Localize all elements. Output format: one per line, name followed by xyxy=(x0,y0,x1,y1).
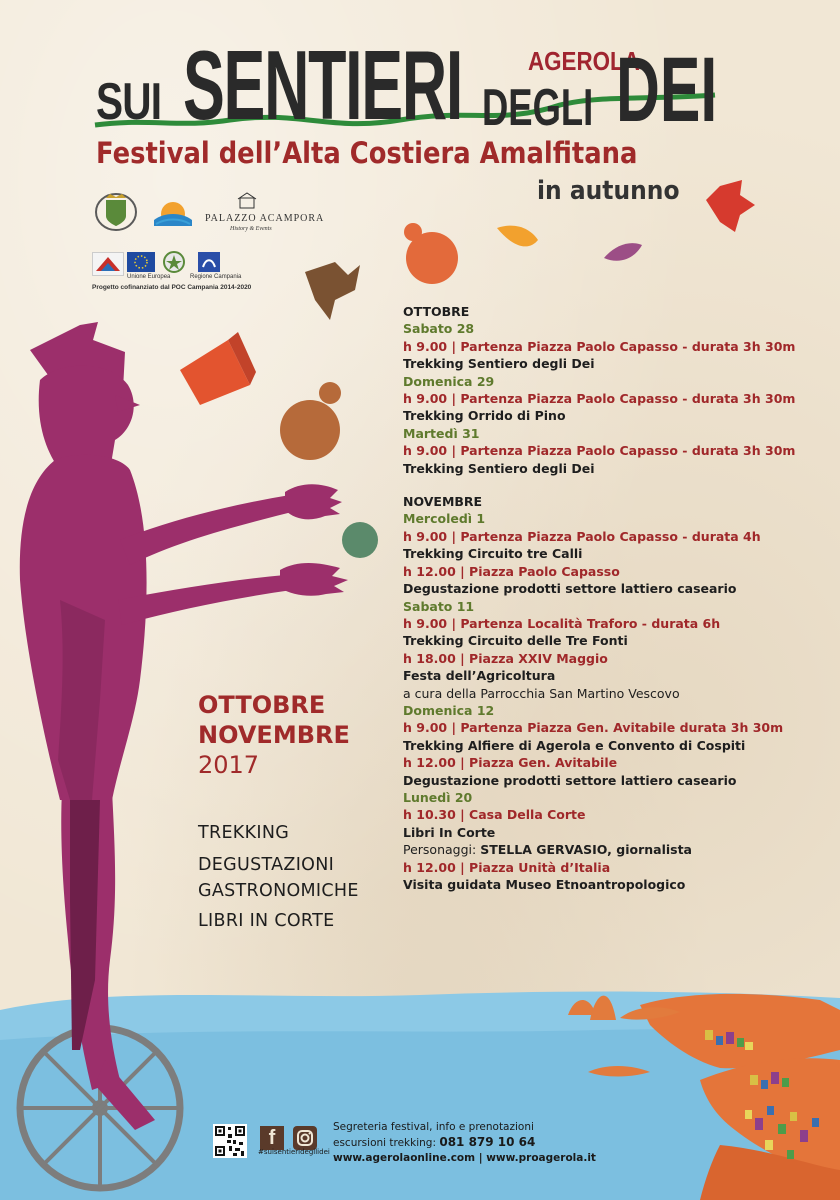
eu-flag-icon xyxy=(127,252,155,272)
facebook-icon[interactable]: f xyxy=(260,1126,284,1150)
schedule-day: Mercoledì 1 xyxy=(403,511,486,527)
footer-contacts xyxy=(333,1120,596,1166)
schedule-day: Sabato 28 xyxy=(403,321,475,337)
category-trekking: TREKKING xyxy=(198,823,290,843)
schedule-event: Degustazione prodotti settore lattiero caseario xyxy=(403,772,737,788)
guest-name: STELLA GERVASIO, giornalista xyxy=(480,842,692,858)
schedule-note xyxy=(403,841,828,858)
season-label: in autunno xyxy=(537,176,680,206)
dates-year: 2017 xyxy=(198,751,260,779)
category-gastronomiche: GASTRONOMICHE xyxy=(198,881,359,901)
schedule-note: a cura della Parrocchia San Martino Vescovo xyxy=(403,685,680,701)
schedule-event: Trekking Circuito delle Tre Fonti xyxy=(403,633,628,649)
schedule-event: Trekking Sentiero degli Dei xyxy=(403,460,595,476)
schedule-time: h 12.00 | Piazza Unità d’Italia xyxy=(403,859,611,875)
schedule-day: Domenica 29 xyxy=(403,373,495,389)
municipality-crest-icon xyxy=(92,190,140,232)
month-heading-november: NOVEMBRE xyxy=(403,494,483,510)
schedule-time: h 9.00 | Partenza Piazza Paolo Capasso - durata 3h 30m xyxy=(403,443,796,459)
hashtag-label: #suisentieridegllidei xyxy=(258,1148,330,1156)
schedule-time: h 12.00 | Piazza Paolo Capasso xyxy=(403,563,620,579)
schedule-time: h 9.00 | Partenza Piazza Paolo Capasso - durata 3h 30m xyxy=(403,338,796,354)
schedule-time: h 9.00 | Partenza Piazza Paolo Capasso - durata 3h 30m xyxy=(403,391,796,407)
footer-info: Segreteria festival, info e prenotazioni xyxy=(333,1121,534,1133)
schedule-time: h 9.00 | Partenza Piazza Paolo Capasso - durata 4h xyxy=(403,528,761,544)
qr-code-icon[interactable] xyxy=(213,1124,247,1158)
schedule-time: h 9.00 | Partenza Piazza Gen. Avitabile durata 3h 30m xyxy=(403,720,784,736)
schedule-event: Festa dell’Agricoltura xyxy=(403,668,556,684)
schedule-event: Visita guidata Museo Etnoantropologico xyxy=(403,877,686,892)
footer-web[interactable]: www.agerolaonline.com | www.proagerola.it xyxy=(333,1152,596,1164)
guest-prefix: Personaggi: xyxy=(403,842,481,858)
poc-logo-icon xyxy=(92,252,124,276)
footer-phone-line xyxy=(333,1135,596,1151)
schedule-time: h 10.30 | Casa Della Corte xyxy=(403,807,586,823)
schedule-time: h 9.00 | Partenza Località Traforo - durata 6h xyxy=(403,615,721,631)
title-agerola: AGEROLA xyxy=(528,46,640,76)
palazzo-acampora-emblem-icon xyxy=(236,192,258,210)
instagram-icon[interactable] xyxy=(293,1126,317,1150)
eu-caption: Unione Europea xyxy=(127,274,171,280)
italian-republic-emblem-icon xyxy=(162,250,186,274)
title-sui: SUI xyxy=(96,73,162,131)
festival-dates-block xyxy=(198,690,359,934)
month-heading-october: OTTOBRE xyxy=(403,304,470,319)
schedule-day: Martedì 31 xyxy=(403,425,480,441)
regione-campania-logo-icon xyxy=(198,252,220,272)
schedule-time: h 18.00 | Piazza XXIV Maggio xyxy=(403,650,608,666)
title-sentieri: SENTIERI xyxy=(183,30,463,140)
footer-phone: 081 879 10 64 xyxy=(439,1135,536,1149)
agerola-sun-logo-icon xyxy=(150,192,196,232)
schedule-day: Domenica 12 xyxy=(403,702,495,718)
dates-month-2: NOVEMBRE xyxy=(198,721,350,749)
schedule-event: Trekking Orrido di Pino xyxy=(403,408,566,424)
schedule-day: Lunedì 20 xyxy=(403,789,473,805)
regione-caption: Regione Campania xyxy=(190,274,242,280)
schedule-event: Libri In Corte xyxy=(403,824,496,840)
title-degli: DEGLI xyxy=(482,79,594,137)
category-degustazioni: DEGUSTAZIONI xyxy=(198,855,335,875)
event-schedule xyxy=(403,303,828,893)
title-dei: DEI xyxy=(616,39,718,141)
category-libri: LIBRI IN CORTE xyxy=(198,911,335,931)
cofinanced-note: Progetto cofinanziato dal POC Campania 2014-2020 xyxy=(92,284,252,291)
schedule-event: Degustazione prodotti settore lattiero caseario xyxy=(403,581,737,597)
palazzo-acampora-label: PALAZZO ACAMPORA xyxy=(205,213,325,224)
schedule-event: Trekking Circuito tre Calli xyxy=(403,546,583,562)
festival-subtitle: Festival dell’Alta Costiera Amalfitana xyxy=(96,136,638,170)
schedule-day: Sabato 11 xyxy=(403,598,475,614)
palazzo-acampora-sublabel: History & Events xyxy=(230,226,272,232)
dates-month-1: OTTOBRE xyxy=(198,691,326,719)
schedule-event: Trekking Alfiere di Agerola e Convento di Cospiti xyxy=(403,737,746,753)
footer-phone-label: escursioni trekking: xyxy=(333,1137,440,1149)
schedule-time: h 12.00 | Piazza Gen. Avitabile xyxy=(403,755,618,771)
schedule-event: Trekking Sentiero degli Dei xyxy=(403,356,595,372)
